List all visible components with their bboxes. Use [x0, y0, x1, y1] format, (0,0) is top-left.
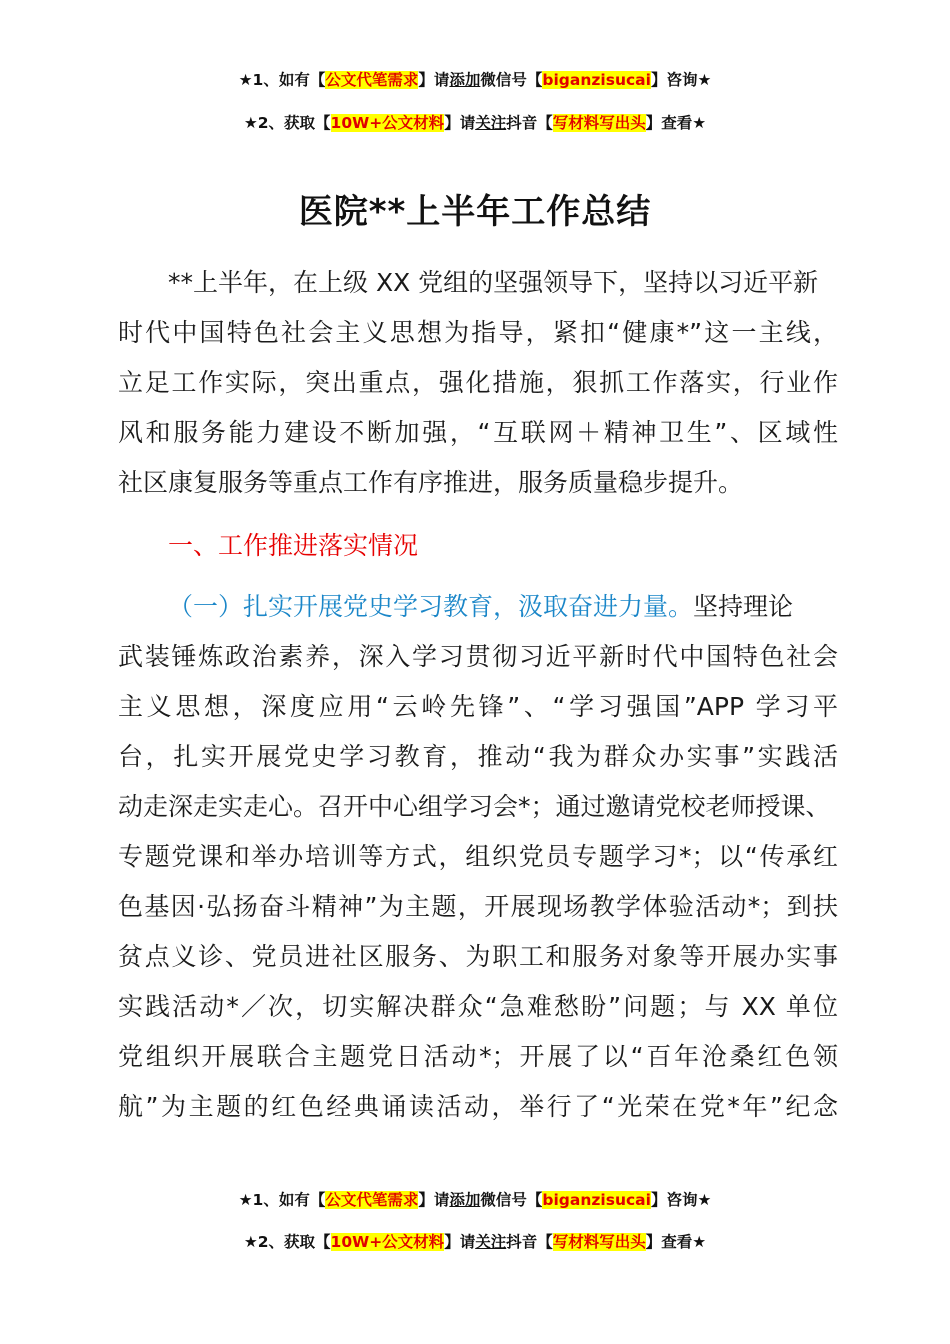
ad-text: 】咨询★: [650, 71, 712, 89]
ad-text: 】请: [444, 114, 476, 132]
bottom-ad-line-2: [0, 1230, 950, 1252]
ad-text: 微信号【: [480, 1191, 543, 1209]
ad-text: ★2、获取【: [243, 1233, 331, 1251]
bottom-ad-line-1: [0, 1188, 950, 1210]
paragraph-line: 风和服务能力建设不断加强，“互联网＋精神卫生”、区域性: [118, 418, 838, 447]
ad-text: ★1、如有【: [238, 1191, 326, 1209]
ad-text: ★1、如有【: [238, 71, 326, 89]
paragraph-line: 动走深走实走心。召开中心组学习会*；通过邀请党校老师授课、: [118, 792, 831, 821]
ad-text: 抖音【: [506, 114, 553, 132]
ad-text: 】请: [444, 1233, 476, 1251]
paragraph-first-line: [118, 582, 838, 632]
ad-highlight: 公文代笔需求: [325, 1191, 419, 1209]
subsection-paragraph: [118, 582, 838, 1132]
ad-text: 微信号【: [480, 71, 543, 89]
ad-text: 】查看★: [645, 1233, 707, 1251]
paragraph-line: 主义思想，深度应用“云岭先锋”、“学习强国”APP 学习平: [118, 692, 838, 721]
paragraph-line: 航”为主题的红色经典诵读活动，举行了“光荣在党*年”纪念: [118, 1092, 838, 1121]
subsection-heading: （一）扎实开展党史学习教育，汲取奋进力量。: [168, 592, 694, 621]
top-ad-line-1: [0, 68, 950, 90]
ad-highlight: 10W+公文材料: [330, 114, 445, 132]
ad-highlight-wechat: biganzisucai: [542, 71, 651, 89]
section-heading: 一、工作推进落实情况: [168, 531, 419, 560]
paragraph-line: 立足工作实际，突出重点，强化措施，狠抓工作落实，行业作: [118, 368, 838, 397]
ad-underline: 关注: [475, 1233, 507, 1251]
ad-underline: 添加: [449, 1191, 481, 1209]
ad-highlight-douyin: 写材料写出头: [552, 1233, 646, 1251]
top-ad-line-2: [0, 111, 950, 133]
ad-highlight-wechat: biganzisucai: [542, 1191, 651, 1209]
ad-underline: 添加: [449, 71, 481, 89]
document-title: 医院**上半年工作总结: [298, 192, 652, 232]
ad-highlight: 公文代笔需求: [325, 71, 419, 89]
paragraph-line: 实践活动*／次，切实解决群众“急难愁盼”问题；与 XX 单位: [118, 992, 838, 1021]
intro-paragraph: [118, 258, 838, 508]
ad-text: 】咨询★: [650, 1191, 712, 1209]
paragraph-line: 色基因·弘扬奋斗精神”为主题，开展现场教学体验活动*；到扶: [118, 892, 838, 921]
ad-text: ★2、获取【: [243, 114, 331, 132]
paragraph-line: 社区康复服务等重点工作有序推进，服务质量稳步提升。: [118, 468, 744, 497]
ad-highlight: 10W+公文材料: [330, 1233, 445, 1251]
paragraph-line: 武装锤炼政治素养，深入学习贯彻习近平新时代中国特色社会: [118, 642, 838, 671]
paragraph-line: 专题党课和举办培训等方式，组织党员专题学习*；以“传承红: [118, 842, 838, 871]
ad-text: 】查看★: [645, 114, 707, 132]
paragraph-line: 台，扎实开展党史学习教育，推动“我为群众办实事”实践活: [118, 742, 838, 771]
paragraph-line: 党组织开展联合主题党日活动*；开展了以“百年沧桑红色领: [118, 1042, 838, 1071]
paragraph-text: 坚持理论: [693, 592, 794, 621]
ad-text: 】请: [418, 1191, 450, 1209]
ad-highlight-douyin: 写材料写出头: [552, 114, 646, 132]
paragraph-line: 时代中国特色社会主义思想为指导，紧扣“健康*”这一主线，: [118, 318, 838, 347]
paragraph-line: 贫点义诊、党员进社区服务、为职工和服务对象等开展办实事: [118, 942, 838, 971]
ad-underline: 关注: [475, 114, 507, 132]
ad-text: 】请: [418, 71, 450, 89]
paragraph-line: **上半年，在上级 XX 党组的坚强领导下，坚持以习近平新: [168, 268, 819, 297]
ad-text: 抖音【: [506, 1233, 553, 1251]
